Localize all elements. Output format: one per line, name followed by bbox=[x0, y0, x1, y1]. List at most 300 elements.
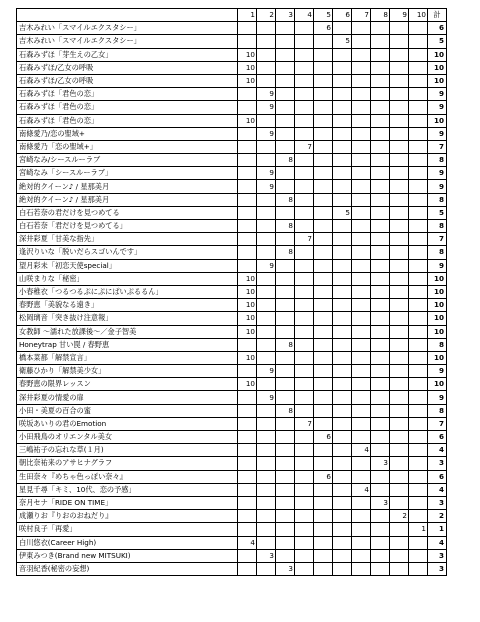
row-title-cell: 石森みずほ「君色の恋」 bbox=[17, 101, 238, 114]
score-cell-rank-7 bbox=[352, 22, 371, 35]
score-cell-rank-2 bbox=[257, 154, 276, 167]
score-cell-rank-9: 2 bbox=[390, 510, 409, 523]
score-cell-rank-6 bbox=[333, 167, 352, 180]
score-cell-rank-1 bbox=[238, 549, 257, 562]
score-cell-rank-6 bbox=[333, 378, 352, 391]
row-total-cell: 8 bbox=[428, 404, 447, 417]
score-cell-rank-6 bbox=[333, 536, 352, 549]
score-cell-rank-9 bbox=[390, 272, 409, 285]
row-total-cell: 3 bbox=[428, 457, 447, 470]
score-cell-rank-10 bbox=[409, 457, 428, 470]
score-cell-rank-5 bbox=[314, 140, 333, 153]
score-cell-rank-10 bbox=[409, 101, 428, 114]
score-cell-rank-6 bbox=[333, 365, 352, 378]
score-cell-rank-9 bbox=[390, 378, 409, 391]
score-cell-rank-1 bbox=[238, 22, 257, 35]
score-cell-rank-7 bbox=[352, 101, 371, 114]
row-title-cell: 星見千尋「キミ、10代、恋の予感」 bbox=[17, 483, 238, 496]
row-title-cell: 伊東みつき(Brand new MITSUKI) bbox=[17, 549, 238, 562]
row-title-cell: 深井彩夏の情愛の扉 bbox=[17, 391, 238, 404]
row-total-cell: 3 bbox=[428, 496, 447, 509]
score-cell-rank-4 bbox=[295, 259, 314, 272]
score-cell-rank-5 bbox=[314, 299, 333, 312]
row-total-cell: 5 bbox=[428, 206, 447, 219]
score-cell-rank-4 bbox=[295, 285, 314, 298]
score-cell-rank-7 bbox=[352, 299, 371, 312]
row-title-cell: 石森みずほ/乙女の呼吸 bbox=[17, 61, 238, 74]
row-total-cell: 10 bbox=[428, 74, 447, 87]
score-cell-rank-8 bbox=[371, 127, 390, 140]
table-body bbox=[17, 22, 447, 576]
score-cell-rank-2: 9 bbox=[257, 88, 276, 101]
score-cell-rank-8 bbox=[371, 220, 390, 233]
score-cell-rank-2: 9 bbox=[257, 259, 276, 272]
score-cell-rank-3 bbox=[276, 510, 295, 523]
table-row bbox=[17, 48, 447, 61]
row-total-cell: 3 bbox=[428, 562, 447, 575]
row-total-cell: 8 bbox=[428, 338, 447, 351]
row-total-cell: 6 bbox=[428, 470, 447, 483]
score-cell-rank-8: 3 bbox=[371, 496, 390, 509]
row-title-cell: 吉木みれい「スマイルエクスタシー」 bbox=[17, 22, 238, 35]
score-cell-rank-6 bbox=[333, 193, 352, 206]
score-cell-rank-7: 4 bbox=[352, 444, 371, 457]
score-cell-rank-8 bbox=[371, 351, 390, 364]
score-cell-rank-2 bbox=[257, 351, 276, 364]
score-cell-rank-3 bbox=[276, 312, 295, 325]
score-cell-rank-6 bbox=[333, 549, 352, 562]
table-row bbox=[17, 272, 447, 285]
score-cell-rank-7 bbox=[352, 140, 371, 153]
score-cell-rank-6 bbox=[333, 233, 352, 246]
header-row bbox=[17, 9, 447, 22]
score-cell-rank-4 bbox=[295, 272, 314, 285]
score-cell-rank-8 bbox=[371, 285, 390, 298]
score-cell-rank-7 bbox=[352, 74, 371, 87]
score-cell-rank-9 bbox=[390, 431, 409, 444]
score-cell-rank-5 bbox=[314, 61, 333, 74]
score-cell-rank-4: 7 bbox=[295, 233, 314, 246]
score-cell-rank-1: 10 bbox=[238, 61, 257, 74]
score-cell-rank-9 bbox=[390, 220, 409, 233]
row-title-cell: 松岡璃音「突き抜け注意報」 bbox=[17, 312, 238, 325]
row-total-cell: 10 bbox=[428, 299, 447, 312]
row-title-cell: 南條愛乃「恋の聖域+」 bbox=[17, 140, 238, 153]
score-cell-rank-3 bbox=[276, 549, 295, 562]
score-cell-rank-1: 10 bbox=[238, 48, 257, 61]
score-cell-rank-4 bbox=[295, 101, 314, 114]
score-cell-rank-1 bbox=[238, 35, 257, 48]
score-cell-rank-7 bbox=[352, 272, 371, 285]
score-cell-rank-2: 3 bbox=[257, 549, 276, 562]
table-row bbox=[17, 154, 447, 167]
score-cell-rank-10 bbox=[409, 272, 428, 285]
score-cell-rank-7 bbox=[352, 536, 371, 549]
score-cell-rank-7 bbox=[352, 549, 371, 562]
score-cell-rank-2 bbox=[257, 193, 276, 206]
score-cell-rank-8 bbox=[371, 536, 390, 549]
score-cell-rank-8 bbox=[371, 154, 390, 167]
score-cell-rank-3 bbox=[276, 523, 295, 536]
row-title-cell: 咲村良子「再愛」 bbox=[17, 523, 238, 536]
score-cell-rank-3 bbox=[276, 496, 295, 509]
score-cell-rank-10 bbox=[409, 365, 428, 378]
score-cell-rank-10 bbox=[409, 536, 428, 549]
score-cell-rank-6 bbox=[333, 154, 352, 167]
row-title-cell: 石森みずほ「君色の恋」 bbox=[17, 88, 238, 101]
row-title-cell: 逢沢りいな「脱いだらスゴいんです」 bbox=[17, 246, 238, 259]
row-title-cell: 橋本菜都「解禁宣言」 bbox=[17, 351, 238, 364]
score-cell-rank-4 bbox=[295, 444, 314, 457]
score-cell-rank-4 bbox=[295, 351, 314, 364]
row-title-cell: 望月彩未「初恋天使special」 bbox=[17, 259, 238, 272]
header-rank-1: 1 bbox=[238, 9, 257, 22]
score-cell-rank-6 bbox=[333, 299, 352, 312]
score-cell-rank-9 bbox=[390, 233, 409, 246]
score-cell-rank-9 bbox=[390, 549, 409, 562]
score-cell-rank-9 bbox=[390, 351, 409, 364]
row-total-cell: 3 bbox=[428, 549, 447, 562]
score-cell-rank-5 bbox=[314, 457, 333, 470]
table-row bbox=[17, 233, 447, 246]
score-cell-rank-1 bbox=[238, 259, 257, 272]
score-cell-rank-7 bbox=[352, 417, 371, 430]
score-cell-rank-3 bbox=[276, 444, 295, 457]
row-title-cell: 朝比奈祐来のアサヒナグラフ bbox=[17, 457, 238, 470]
header-rank-6: 6 bbox=[333, 9, 352, 22]
score-cell-rank-1 bbox=[238, 496, 257, 509]
row-title-cell: 咲坂あいりの君のEmotion bbox=[17, 417, 238, 430]
score-cell-rank-3 bbox=[276, 536, 295, 549]
score-cell-rank-5 bbox=[314, 562, 333, 575]
score-cell-rank-3 bbox=[276, 378, 295, 391]
score-cell-rank-6 bbox=[333, 351, 352, 364]
row-total-cell: 9 bbox=[428, 101, 447, 114]
score-cell-rank-3 bbox=[276, 431, 295, 444]
table-row bbox=[17, 299, 447, 312]
score-cell-rank-7 bbox=[352, 378, 371, 391]
table-row bbox=[17, 365, 447, 378]
score-cell-rank-9 bbox=[390, 285, 409, 298]
score-cell-rank-2 bbox=[257, 206, 276, 219]
row-title-cell: 絶対的クイーン♪ / 星那美月 bbox=[17, 193, 238, 206]
score-cell-rank-1: 10 bbox=[238, 272, 257, 285]
score-cell-rank-1 bbox=[238, 365, 257, 378]
score-cell-rank-3 bbox=[276, 457, 295, 470]
row-total-cell: 10 bbox=[428, 272, 447, 285]
score-cell-rank-10 bbox=[409, 417, 428, 430]
score-cell-rank-1 bbox=[238, 417, 257, 430]
score-cell-rank-4 bbox=[295, 114, 314, 127]
row-total-cell: 10 bbox=[428, 61, 447, 74]
score-cell-rank-4: 7 bbox=[295, 417, 314, 430]
header-rank-2: 2 bbox=[257, 9, 276, 22]
score-cell-rank-1 bbox=[238, 338, 257, 351]
score-cell-rank-7 bbox=[352, 523, 371, 536]
score-cell-rank-10 bbox=[409, 220, 428, 233]
score-cell-rank-7 bbox=[352, 246, 371, 259]
score-cell-rank-7 bbox=[352, 351, 371, 364]
row-total-cell: 8 bbox=[428, 154, 447, 167]
table-row bbox=[17, 562, 447, 575]
score-cell-rank-7 bbox=[352, 562, 371, 575]
score-cell-rank-3 bbox=[276, 470, 295, 483]
table-row bbox=[17, 417, 447, 430]
score-cell-rank-2 bbox=[257, 444, 276, 457]
score-cell-rank-6 bbox=[333, 523, 352, 536]
score-cell-rank-6 bbox=[333, 338, 352, 351]
score-cell-rank-2 bbox=[257, 140, 276, 153]
score-cell-rank-3 bbox=[276, 233, 295, 246]
score-cell-rank-9 bbox=[390, 325, 409, 338]
table-row bbox=[17, 22, 447, 35]
score-cell-rank-10 bbox=[409, 206, 428, 219]
score-cell-rank-6 bbox=[333, 496, 352, 509]
score-cell-rank-8 bbox=[371, 404, 390, 417]
score-cell-rank-9 bbox=[390, 206, 409, 219]
score-cell-rank-10 bbox=[409, 127, 428, 140]
score-cell-rank-4 bbox=[295, 220, 314, 233]
score-cell-rank-2 bbox=[257, 404, 276, 417]
table-row bbox=[17, 220, 447, 233]
score-cell-rank-10: 1 bbox=[409, 523, 428, 536]
table-row bbox=[17, 127, 447, 140]
score-cell-rank-1 bbox=[238, 101, 257, 114]
score-cell-rank-3 bbox=[276, 391, 295, 404]
score-cell-rank-9 bbox=[390, 114, 409, 127]
score-cell-rank-4 bbox=[295, 470, 314, 483]
score-cell-rank-10 bbox=[409, 378, 428, 391]
score-cell-rank-4 bbox=[295, 206, 314, 219]
score-cell-rank-3 bbox=[276, 483, 295, 496]
score-cell-rank-5 bbox=[314, 167, 333, 180]
score-cell-rank-9 bbox=[390, 180, 409, 193]
row-title-cell: 石森みずほ/乙女の呼吸 bbox=[17, 74, 238, 87]
score-cell-rank-8 bbox=[371, 35, 390, 48]
score-cell-rank-6 bbox=[333, 285, 352, 298]
score-cell-rank-7 bbox=[352, 312, 371, 325]
row-title-cell: 山咲まりな「秘密」 bbox=[17, 272, 238, 285]
score-cell-rank-2 bbox=[257, 496, 276, 509]
row-title-cell: 春野恵「美貌なる遠き」 bbox=[17, 299, 238, 312]
score-cell-rank-5 bbox=[314, 154, 333, 167]
score-cell-rank-1: 10 bbox=[238, 378, 257, 391]
score-cell-rank-5 bbox=[314, 285, 333, 298]
score-cell-rank-4 bbox=[295, 88, 314, 101]
score-cell-rank-3 bbox=[276, 140, 295, 153]
row-title-cell: 深井彩夏「甘美な指先」 bbox=[17, 233, 238, 246]
score-cell-rank-7 bbox=[352, 48, 371, 61]
table-row bbox=[17, 101, 447, 114]
score-cell-rank-7 bbox=[352, 35, 371, 48]
score-cell-rank-1: 10 bbox=[238, 312, 257, 325]
score-cell-rank-8 bbox=[371, 325, 390, 338]
score-cell-rank-3 bbox=[276, 180, 295, 193]
table-row bbox=[17, 483, 447, 496]
score-cell-rank-2 bbox=[257, 510, 276, 523]
score-cell-rank-10 bbox=[409, 404, 428, 417]
score-cell-rank-10 bbox=[409, 483, 428, 496]
row-title-cell: 音羽紀香(秘密の妄想) bbox=[17, 562, 238, 575]
score-cell-rank-6 bbox=[333, 127, 352, 140]
score-cell-rank-8 bbox=[371, 391, 390, 404]
score-cell-rank-3 bbox=[276, 114, 295, 127]
table-row bbox=[17, 391, 447, 404]
score-cell-rank-6 bbox=[333, 74, 352, 87]
score-cell-rank-2 bbox=[257, 61, 276, 74]
score-cell-rank-3 bbox=[276, 127, 295, 140]
score-cell-rank-6 bbox=[333, 220, 352, 233]
score-cell-rank-7 bbox=[352, 167, 371, 180]
score-cell-rank-9 bbox=[390, 338, 409, 351]
row-title-cell: 成瀬りお『りおのおねだり』 bbox=[17, 510, 238, 523]
score-cell-rank-10 bbox=[409, 259, 428, 272]
row-total-cell: 9 bbox=[428, 365, 447, 378]
score-cell-rank-7 bbox=[352, 114, 371, 127]
table-row bbox=[17, 549, 447, 562]
score-cell-rank-8 bbox=[371, 193, 390, 206]
row-total-cell: 4 bbox=[428, 483, 447, 496]
row-total-cell: 1 bbox=[428, 523, 447, 536]
row-title-cell: 奈月セナ「RIDE ON TIME」 bbox=[17, 496, 238, 509]
score-cell-rank-7 bbox=[352, 470, 371, 483]
score-cell-rank-3: 8 bbox=[276, 246, 295, 259]
score-cell-rank-9 bbox=[390, 483, 409, 496]
score-cell-rank-9 bbox=[390, 536, 409, 549]
row-total-cell: 10 bbox=[428, 285, 447, 298]
score-cell-rank-4 bbox=[295, 536, 314, 549]
score-cell-rank-4 bbox=[295, 365, 314, 378]
score-cell-rank-1 bbox=[238, 154, 257, 167]
score-cell-rank-3 bbox=[276, 299, 295, 312]
score-cell-rank-8 bbox=[371, 562, 390, 575]
score-cell-rank-8 bbox=[371, 74, 390, 87]
score-cell-rank-1 bbox=[238, 206, 257, 219]
row-total-cell: 6 bbox=[428, 22, 447, 35]
score-cell-rank-5 bbox=[314, 193, 333, 206]
score-cell-rank-2 bbox=[257, 114, 276, 127]
table-row bbox=[17, 206, 447, 219]
table-row bbox=[17, 61, 447, 74]
table-row bbox=[17, 312, 447, 325]
score-cell-rank-7 bbox=[352, 259, 371, 272]
score-cell-rank-5: 6 bbox=[314, 431, 333, 444]
score-cell-rank-10 bbox=[409, 35, 428, 48]
score-cell-rank-9 bbox=[390, 470, 409, 483]
score-cell-rank-9 bbox=[390, 259, 409, 272]
score-cell-rank-5 bbox=[314, 378, 333, 391]
table-row bbox=[17, 457, 447, 470]
score-cell-rank-2 bbox=[257, 285, 276, 298]
score-cell-rank-10 bbox=[409, 193, 428, 206]
score-cell-rank-1 bbox=[238, 193, 257, 206]
score-cell-rank-6 bbox=[333, 22, 352, 35]
row-title-cell: 生田奈々『めちゃ色っぽい奈々』 bbox=[17, 470, 238, 483]
score-cell-rank-1 bbox=[238, 483, 257, 496]
score-cell-rank-2: 9 bbox=[257, 180, 276, 193]
row-title-cell: 絶対的クイーン♪ / 星那美月 bbox=[17, 180, 238, 193]
score-cell-rank-8 bbox=[371, 114, 390, 127]
score-cell-rank-9 bbox=[390, 417, 409, 430]
score-cell-rank-8 bbox=[371, 523, 390, 536]
score-cell-rank-4 bbox=[295, 510, 314, 523]
table-row bbox=[17, 74, 447, 87]
score-cell-rank-1: 10 bbox=[238, 325, 257, 338]
table-row bbox=[17, 259, 447, 272]
score-cell-rank-5 bbox=[314, 35, 333, 48]
score-cell-rank-4: 7 bbox=[295, 140, 314, 153]
score-cell-rank-10 bbox=[409, 312, 428, 325]
header-rank-9: 9 bbox=[390, 9, 409, 22]
table-row bbox=[17, 140, 447, 153]
score-cell-rank-1 bbox=[238, 127, 257, 140]
score-cell-rank-5 bbox=[314, 206, 333, 219]
score-cell-rank-8: 3 bbox=[371, 457, 390, 470]
score-cell-rank-10 bbox=[409, 114, 428, 127]
table-row bbox=[17, 523, 447, 536]
score-cell-rank-5 bbox=[314, 417, 333, 430]
score-cell-rank-10 bbox=[409, 510, 428, 523]
row-total-cell: 8 bbox=[428, 220, 447, 233]
row-title-cell: 白石若奈の君だけを見つめてる bbox=[17, 206, 238, 219]
table-row bbox=[17, 338, 447, 351]
row-total-cell: 8 bbox=[428, 193, 447, 206]
table-row bbox=[17, 325, 447, 338]
row-total-cell: 2 bbox=[428, 510, 447, 523]
score-cell-rank-4 bbox=[295, 562, 314, 575]
score-cell-rank-7 bbox=[352, 285, 371, 298]
score-cell-rank-8 bbox=[371, 180, 390, 193]
score-cell-rank-3: 8 bbox=[276, 193, 295, 206]
score-cell-rank-5 bbox=[314, 444, 333, 457]
score-cell-rank-9 bbox=[390, 496, 409, 509]
score-cell-rank-8 bbox=[371, 22, 390, 35]
score-cell-rank-10 bbox=[409, 48, 428, 61]
score-cell-rank-2 bbox=[257, 325, 276, 338]
score-cell-rank-10 bbox=[409, 338, 428, 351]
table-row bbox=[17, 88, 447, 101]
row-total-cell: 10 bbox=[428, 114, 447, 127]
score-cell-rank-8 bbox=[371, 140, 390, 153]
score-cell-rank-6 bbox=[333, 259, 352, 272]
score-cell-rank-1 bbox=[238, 246, 257, 259]
row-total-cell: 9 bbox=[428, 391, 447, 404]
score-cell-rank-4 bbox=[295, 338, 314, 351]
table-row bbox=[17, 246, 447, 259]
score-cell-rank-1 bbox=[238, 431, 257, 444]
score-cell-rank-5 bbox=[314, 510, 333, 523]
score-cell-rank-8 bbox=[371, 417, 390, 430]
score-cell-rank-4 bbox=[295, 74, 314, 87]
score-cell-rank-7 bbox=[352, 391, 371, 404]
score-cell-rank-2 bbox=[257, 562, 276, 575]
score-cell-rank-9 bbox=[390, 562, 409, 575]
score-cell-rank-1 bbox=[238, 457, 257, 470]
table-row bbox=[17, 35, 447, 48]
score-cell-rank-9 bbox=[390, 391, 409, 404]
score-cell-rank-7 bbox=[352, 431, 371, 444]
score-cell-rank-10 bbox=[409, 562, 428, 575]
score-cell-rank-6 bbox=[333, 88, 352, 101]
score-cell-rank-8 bbox=[371, 259, 390, 272]
score-cell-rank-1 bbox=[238, 391, 257, 404]
score-cell-rank-5 bbox=[314, 48, 333, 61]
score-cell-rank-8 bbox=[371, 549, 390, 562]
row-title-cell: 小春稚衣「つるつるぷにぷにぱいぷるるん」 bbox=[17, 285, 238, 298]
score-cell-rank-9 bbox=[390, 101, 409, 114]
score-cell-rank-1 bbox=[238, 220, 257, 233]
score-cell-rank-7 bbox=[352, 193, 371, 206]
